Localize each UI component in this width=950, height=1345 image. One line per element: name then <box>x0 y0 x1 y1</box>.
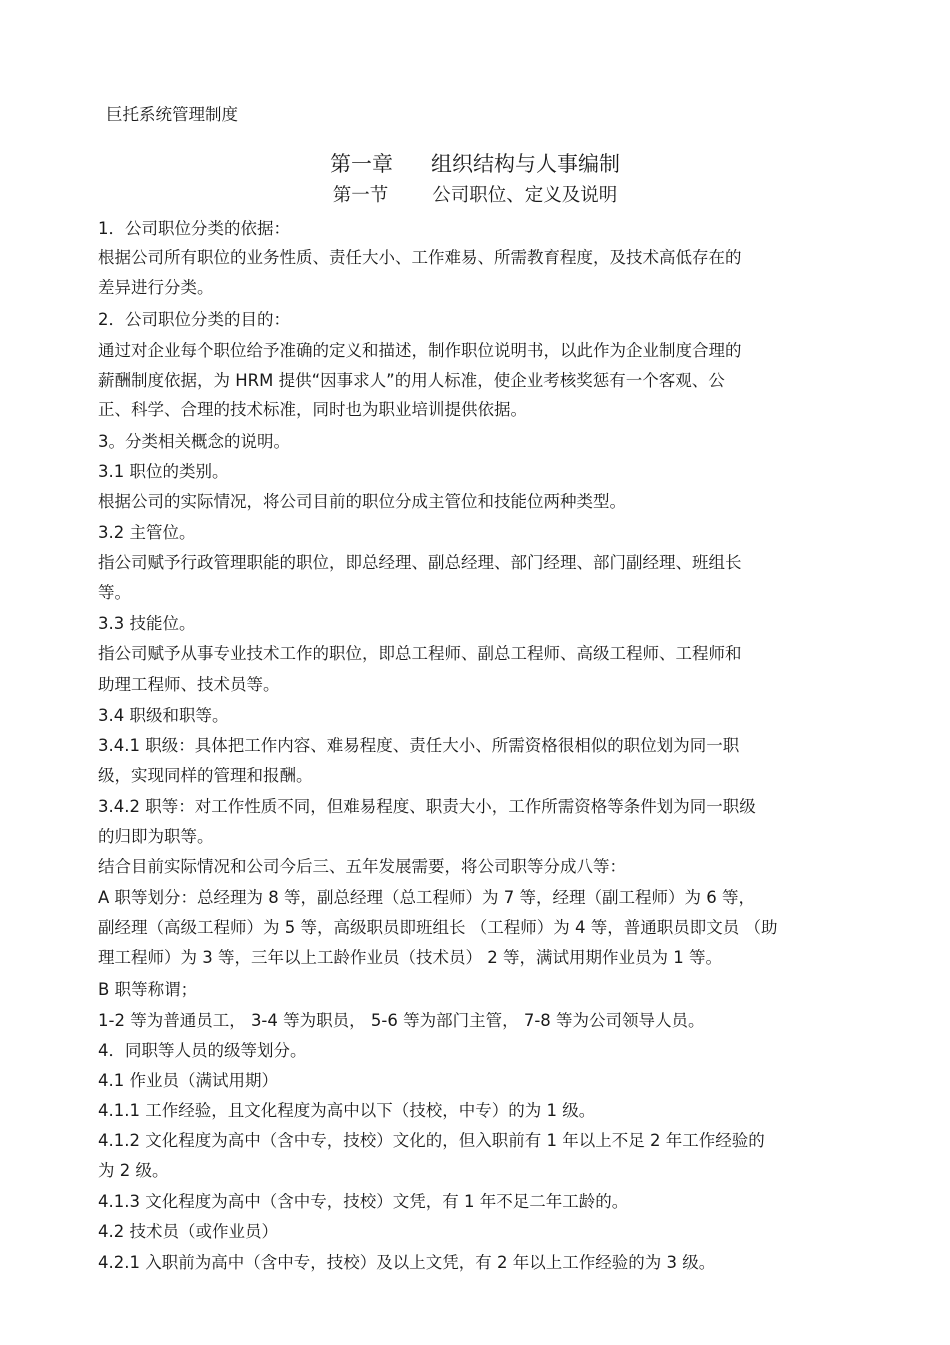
body-line: 4.1.2 文化程度为高中（含中专，技校）文化的，但入职前有 1 年以上不足 2 年工作经验的 <box>98 1131 765 1150</box>
body-line: 4.2.1 入职前为高中（含中专，技校）及以上文凭，有 2 年以上工作经验的为 3 级。 <box>98 1253 716 1272</box>
body-line: 的归即为职等。 <box>98 827 214 846</box>
body-line: 3.4.1 职级：具体把工作内容、难易程度、责任大小、所需资格很相似的职位划为同一职 <box>98 736 740 755</box>
body-line: 4.1.3 文化程度为高中（含中专，技校）文凭，有 1 年不足二年工龄的。 <box>98 1192 629 1211</box>
document-header-title: 巨托系统管理制度 <box>106 105 238 124</box>
body-line: 3.4 职级和职等。 <box>98 706 229 725</box>
body-line: 差异进行分类。 <box>98 278 214 297</box>
section-label: 第一节 <box>332 185 389 206</box>
body-line: 4.2 技术员（或作业员） <box>98 1222 278 1241</box>
body-line: 指公司赋予行政管理职能的职位，即总经理、副总经理、部门经理、部门副经理、班组长 <box>98 553 742 572</box>
body-line: 根据公司所有职位的业务性质、责任大小、工作难易、所需教育程度，及技术高低存在的 <box>98 248 742 267</box>
body-line: 3.1 职位的类别。 <box>98 462 229 481</box>
chapter-heading <box>0 150 950 178</box>
body-line: 2．公司职位分类的目的： <box>98 310 290 329</box>
body-line: 理工程师）为 3 等，三年以上工龄作业员（技术员） 2 等，满试用期作业员为 1 等。 <box>98 948 722 967</box>
body-line: 结合目前实际情况和公司今后三、五年发展需要，将公司职等分成八等： <box>98 857 626 876</box>
chapter-label: 第一章 <box>330 152 393 176</box>
body-line: 4．同职等人员的级等划分。 <box>98 1041 307 1060</box>
body-line: 3.4.2 职等：对工作性质不同，但难易程度、职责大小，工作所需资格等条件划为同一职级 <box>98 797 756 816</box>
body-line: 薪酬制度依据，为 HRM 提供“因事求人”的用人标准，使企业考核奖惩有一个客观、公 <box>98 371 725 390</box>
body-line: 等。 <box>98 583 131 602</box>
body-line: 指公司赋予从事专业技术工作的职位，即总工程师、副总工程师、高级工程师、工程师和 <box>98 644 742 663</box>
body-line: 3。分类相关概念的说明。 <box>98 432 290 451</box>
section-heading <box>0 183 950 209</box>
body-line: 级，实现同样的管理和报酬。 <box>98 766 313 785</box>
body-line: 1-2 等为普通员工， 3-4 等为职员， 5-6 等为部门主管， 7-8 等为公司领导人员。 <box>98 1011 705 1030</box>
body-line: 3.3 技能位。 <box>98 614 196 633</box>
body-line: 1．公司职位分类的依据： <box>98 219 290 238</box>
body-line: 副经理（高级工程师）为 5 等，高级职员即班组长 （工程师）为 4 等，普通职员即文员 （助 <box>98 918 778 937</box>
body-line: B 职等称谓； <box>98 980 198 999</box>
section-title: 公司职位、定义及说明 <box>432 185 618 206</box>
body-line: 通过对企业每个职位给予准确的定义和描述，制作职位说明书，以此作为企业制度合理的 <box>98 341 742 360</box>
body-line: 4.1 作业员（满试用期） <box>98 1071 278 1090</box>
body-line: 为 2 级。 <box>98 1161 169 1180</box>
body-line: A 职等划分：总经理为 8 等，副总经理（总工程师）为 7 等，经理（副工程师）为 6 等， <box>98 888 755 907</box>
body-line: 4.1.1 工作经验，且文化程度为高中以下（技校，中专）的为 1 级。 <box>98 1101 596 1120</box>
chapter-title: 组织结构与人事编制 <box>431 152 620 176</box>
body-line: 3.2 主管位。 <box>98 523 196 542</box>
body-line: 助理工程师、技术员等。 <box>98 675 280 694</box>
body-line: 正、科学、合理的技术标准，同时也为职业培训提供依据。 <box>98 400 527 419</box>
body-line: 根据公司的实际情况，将公司目前的职位分成主管位和技能位两种类型。 <box>98 492 626 511</box>
